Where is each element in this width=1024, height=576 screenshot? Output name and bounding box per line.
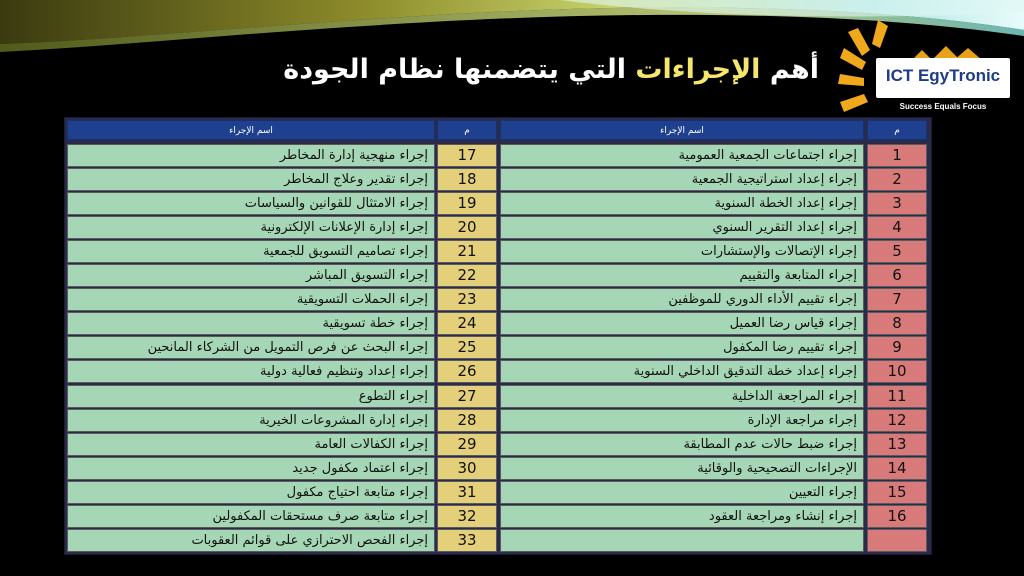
header-name-right: اسم الإجراء: [500, 120, 864, 140]
procedure-name: إجراء إعداد الخطة السنوية: [500, 192, 864, 215]
page-title: [283, 54, 819, 85]
procedure-name: إجراء إعداد استراتيجية الجمعية: [500, 168, 864, 191]
logo-text: [876, 66, 1010, 86]
procedure-name: إجراء اعتماد مكفول جديد: [67, 457, 435, 480]
procedure-name: إجراء منهجية إدارة المخاطر: [67, 144, 435, 167]
row-number: 29: [437, 433, 497, 456]
procedure-name: إجراء قياس رضا العميل: [500, 312, 864, 335]
procedure-name: إجراء تصاميم التسويق للجمعية: [67, 240, 435, 263]
row-number: 24: [437, 312, 497, 335]
row-number: 3: [867, 192, 927, 215]
row-number: 22: [437, 264, 497, 287]
row-number: 27: [437, 385, 497, 408]
procedure-name: إجراء المراجعة الداخلية: [500, 385, 864, 408]
logo-box: [876, 58, 1010, 98]
row-number: 20: [437, 216, 497, 239]
row-number: 18: [437, 168, 497, 191]
procedures-table: [64, 117, 932, 555]
row-number: 28: [437, 409, 497, 432]
procedure-name: إجراء إعداد خطة التدقيق الداخلي السنوية: [500, 360, 864, 383]
title-part2: التي يتضمنها نظام الجودة: [283, 54, 636, 85]
row-number: 31: [437, 481, 497, 504]
logo-tagline: Success Equals Focus: [899, 102, 987, 111]
row-number: 23: [437, 288, 497, 311]
logo-egytronic: EgyTronic: [917, 66, 1001, 85]
procedure-name: إجراء إنشاء ومراجعة العقود: [500, 505, 864, 528]
procedure-name: إجراء إعداد وتنظيم فعالية دولية: [67, 360, 435, 383]
row-number: 16: [867, 505, 927, 528]
procedure-name: [500, 529, 864, 552]
procedure-name: إجراء ضبط حالات عدم المطابقة: [500, 433, 864, 456]
row-number: 15: [867, 481, 927, 504]
title-highlight: الإجراءات: [635, 54, 761, 85]
row-number: 11: [867, 385, 927, 408]
procedure-name: إجراء إدارة المشروعات الخيرية: [67, 409, 435, 432]
procedure-name: إجراء تقييم رضا المكفول: [500, 336, 864, 359]
procedure-name: إجراء اجتماعات الجمعية العمومية: [500, 144, 864, 167]
row-number: 1: [867, 144, 927, 167]
logo-ict: ICT: [885, 66, 918, 85]
procedure-name: إجراء الحملات التسويقية: [67, 288, 435, 311]
procedure-name: إجراء الفحص الاحترازي على قوائم العقوبات: [67, 529, 435, 552]
procedure-name: إجراء التعيين: [500, 481, 864, 504]
procedure-name: إجراء متابعة صرف مستحقات المكفولين: [67, 505, 435, 528]
row-number: 9: [867, 336, 927, 359]
header-number-left: م: [437, 120, 497, 140]
row-number: 13: [867, 433, 927, 456]
procedure-name: إجراء الإتصالات والإستشارات: [500, 240, 864, 263]
row-number: 19: [437, 192, 497, 215]
row-number: 30: [437, 457, 497, 480]
procedure-name: إجراء تقدير وعلاج المخاطر: [67, 168, 435, 191]
header-number-right: م: [867, 120, 927, 140]
procedure-name: إجراء المتابعة والتقييم: [500, 264, 864, 287]
row-number: 33: [437, 529, 497, 552]
row-number: 6: [867, 264, 927, 287]
procedure-name: إجراء إدارة الإعلانات الإلكترونية: [67, 216, 435, 239]
procedure-name: إجراء مراجعة الإدارة: [500, 409, 864, 432]
row-number: 17: [437, 144, 497, 167]
procedure-name: إجراء إعداد التقرير السنوي: [500, 216, 864, 239]
header-name-left: اسم الإجراء: [67, 120, 435, 140]
row-number: 5: [867, 240, 927, 263]
row-number: 2: [867, 168, 927, 191]
row-number: 12: [867, 409, 927, 432]
procedure-name: الإجراءات التصحيحية والوقائية: [500, 457, 864, 480]
title-part1: أهم: [760, 54, 819, 85]
procedure-name: إجراء تقييم الأداء الدوري للموظفين: [500, 288, 864, 311]
procedure-name: إجراء الامتثال للقوانين والسياسات: [67, 192, 435, 215]
company-logo: [872, 46, 1014, 116]
row-number: 8: [867, 312, 927, 335]
row-number: 10: [867, 360, 927, 383]
row-number: 14: [867, 457, 927, 480]
row-number: 7: [867, 288, 927, 311]
procedure-name: إجراء خطة تسويقية: [67, 312, 435, 335]
row-number: 21: [437, 240, 497, 263]
row-number: 26: [437, 360, 497, 383]
row-number: [867, 529, 927, 552]
procedure-name: إجراء التطوع: [67, 385, 435, 408]
row-number: 32: [437, 505, 497, 528]
row-number: 25: [437, 336, 497, 359]
procedure-name: إجراء الكفالات العامة: [67, 433, 435, 456]
procedure-name: إجراء متابعة احتياج مكفول: [67, 481, 435, 504]
procedure-name: إجراء البحث عن فرص التمويل من الشركاء المانحين: [67, 336, 435, 359]
row-number: 4: [867, 216, 927, 239]
procedure-name: إجراء التسويق المباشر: [67, 264, 435, 287]
